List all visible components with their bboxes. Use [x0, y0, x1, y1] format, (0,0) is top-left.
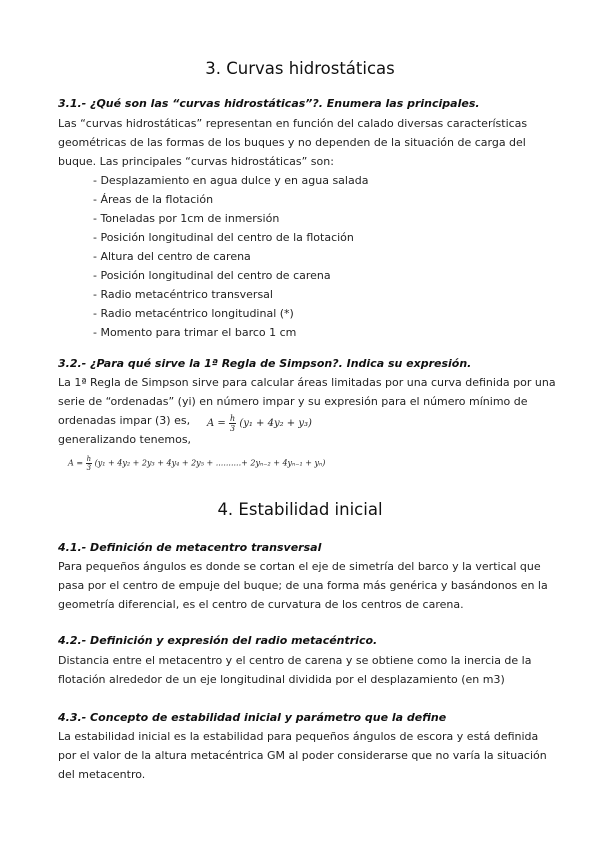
list-item: - Momento para trimar el barco 1 cm	[93, 326, 297, 339]
section-3-title: 3. Curvas hidrostáticas	[205, 59, 395, 78]
fraction-numerator: h	[86, 455, 92, 463]
paragraph-line: del metacentro.	[58, 768, 146, 781]
formula-lhs: A =	[207, 418, 229, 429]
paragraph-line: La 1ª Regla de Simpson sirve para calcular áreas limitadas por una curva definida por una	[58, 376, 556, 389]
list-item: - Posición longitudinal del centro de carena	[93, 269, 331, 282]
list-item: - Áreas de la flotación	[93, 193, 214, 206]
simpson-formula-general	[68, 455, 325, 472]
paragraph-line: flotación alrededor de un eje longitudinal dividida por el desplazamiento (en m3)	[58, 673, 505, 686]
paragraph-line: geométricas de las formas de los buques y no dependen de la situación de carga del	[58, 136, 526, 149]
question-3-2-heading: 3.2.- ¿Para qué sirve la 1ª Regla de Simpson?. Indica su expresión.	[58, 357, 472, 370]
paragraph-line: Para pequeños ángulos es donde se cortan el eje de simetría del barco y la vertical que	[58, 560, 541, 573]
list-item: - Radio metacéntrico transversal	[93, 288, 273, 301]
formula-lhs: A =	[68, 458, 86, 468]
paragraph-line: Las “curvas hidrostáticas” representan en función del calado diversas características	[58, 117, 528, 130]
formula-fraction	[86, 455, 93, 472]
formula-body: (y₁ + 4y₂ + y₃)	[239, 418, 312, 429]
paragraph-line: Distancia entre el metacentro y el centro de carena y se obtiene como la inercia de la	[58, 654, 532, 667]
list-item: - Radio metacéntrico longitudinal (*)	[93, 307, 294, 320]
fraction-numerator: h	[229, 414, 236, 423]
paragraph-line: pasa por el centro de empuje del buque; de una forma más genérica y basándonos en la	[58, 579, 548, 592]
question-4-2-heading: 4.2.- Definición y expresión del radio metacéntrico.	[58, 634, 378, 647]
list-item: - Desplazamiento en agua dulce y en agua salada	[93, 174, 369, 187]
paragraph-line: geometría diferencial, es el centro de curvatura de los centros de carena.	[58, 598, 464, 611]
paragraph-line: por el valor de la altura metacéntrica GM al poder considerarse que no varía la situación	[58, 749, 547, 762]
paragraph-line: ordenadas impar (3) es,	[58, 414, 191, 427]
formula-body: (y₁ + 4y₂ + 2y₃ + 4y₄ + 2y₅ + ..........+ 2yₙ₋₂ + 4yₙ₋₁ + yₙ)	[94, 458, 326, 468]
list-item: - Altura del centro de carena	[93, 250, 251, 263]
paragraph-line: generalizando tenemos,	[58, 433, 192, 446]
list-item: - Toneladas por 1cm de inmersión	[93, 212, 280, 225]
section-4-title: 4. Estabilidad inicial	[217, 500, 383, 519]
paragraph-line: La estabilidad inicial es la estabilidad para pequeños ángulos de escora y está definida	[58, 730, 539, 743]
simpson-formula-basic	[207, 414, 312, 433]
fraction-denominator: 3	[230, 424, 236, 433]
paragraph-line: serie de “ordenadas” (yi) en número impar y su expresión para el número mínimo de	[58, 395, 528, 408]
question-4-3-heading: 4.3.- Concepto de estabilidad inicial y parámetro que la define	[58, 711, 447, 724]
paragraph-line: buque. Las principales “curvas hidrostáticas” son:	[58, 155, 334, 168]
fraction-denominator: 3	[86, 464, 92, 472]
list-item: - Posición longitudinal del centro de la flotación	[93, 231, 354, 244]
formula-fraction	[229, 414, 236, 433]
question-3-1-heading: 3.1.- ¿Qué son las “curvas hidrostáticas”?. Enumera las principales.	[58, 97, 480, 110]
question-4-1-heading: 4.1.- Definición de metacentro transversal	[58, 541, 322, 554]
